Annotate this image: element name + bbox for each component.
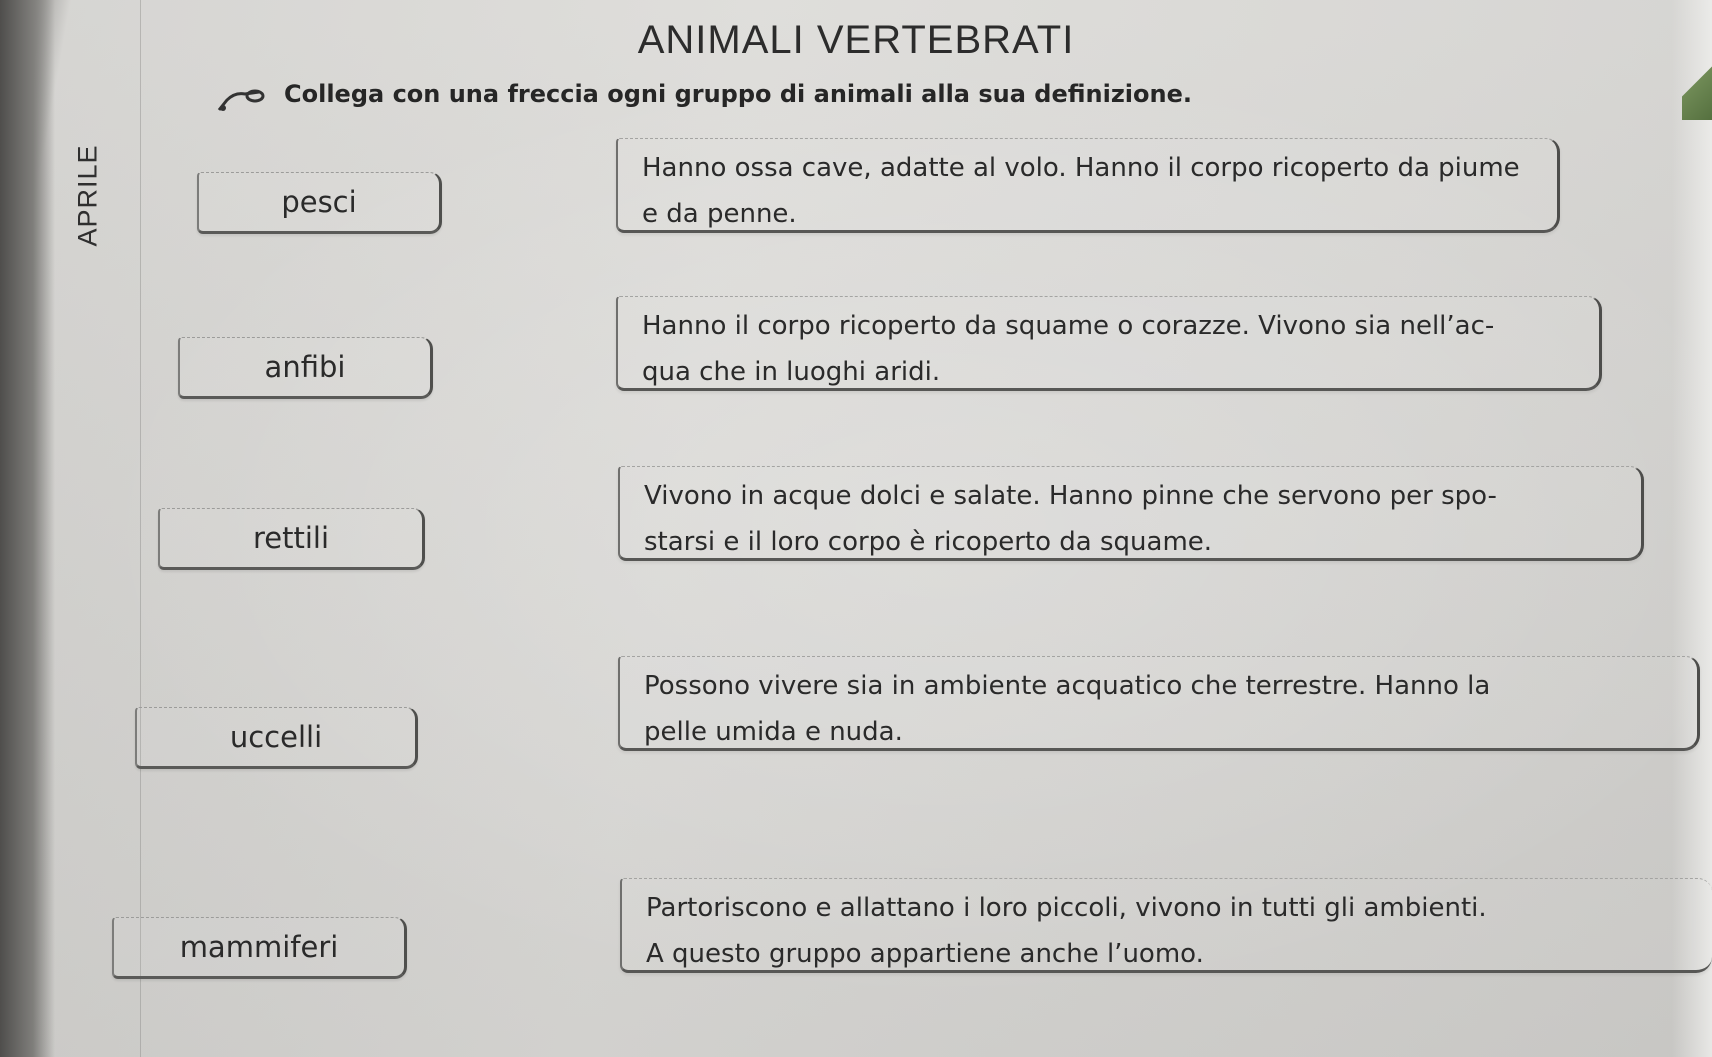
margin-line xyxy=(140,0,141,1057)
group-box-rettili[interactable] xyxy=(158,508,425,570)
definition-line: Vivono in acque dolci e salate. Hanno pinne che servono per spo- xyxy=(644,481,1497,511)
group-label: mammiferi xyxy=(179,930,339,964)
definition-box[interactable] xyxy=(618,656,1700,751)
group-box-mammiferi[interactable] xyxy=(112,917,407,979)
definition-box[interactable] xyxy=(620,878,1712,973)
group-label: rettili xyxy=(252,521,330,555)
group-label: uccelli xyxy=(229,720,323,754)
definition-line: A questo gruppo appartiene anche l’uomo. xyxy=(646,939,1204,969)
definition-line: Hanno il corpo ricoperto da squame o corazze. Vivono sia nell’ac- xyxy=(642,311,1495,341)
bookmark-corner xyxy=(1682,60,1712,120)
month-label-text: APRILE xyxy=(72,144,103,247)
definition-line: Hanno ossa cave, adatte al volo. Hanno il corpo ricoperto da piume xyxy=(642,153,1520,183)
month-side-label xyxy=(62,144,103,247)
book-binding xyxy=(0,0,55,1057)
instruction-text: Collega con una freccia ogni gruppo di animali alla sua definizione. xyxy=(284,80,1192,108)
definition-box[interactable] xyxy=(616,138,1560,233)
definition-box[interactable] xyxy=(618,466,1644,561)
pencil-icon xyxy=(215,88,265,114)
page-title: ANIMALI VERTEBRATI xyxy=(637,18,1075,62)
group-label: pesci xyxy=(281,185,357,219)
definition-line: starsi e il loro corpo è ricoperto da squame. xyxy=(644,527,1213,557)
group-box-anfibi[interactable] xyxy=(178,337,433,399)
definition-line: Partoriscono e allattano i loro piccoli, vivono in tutti gli ambienti. xyxy=(646,893,1487,923)
group-label: anfibi xyxy=(264,350,346,384)
definition-box[interactable] xyxy=(616,296,1602,391)
definition-line: Possono vivere sia in ambiente acquatico che terrestre. Hanno la xyxy=(644,671,1491,701)
group-box-pesci[interactable] xyxy=(197,172,442,234)
definition-line: e da penne. xyxy=(642,199,797,229)
definition-line: qua che in luoghi aridi. xyxy=(642,357,941,387)
definition-line: pelle umida e nuda. xyxy=(644,717,903,747)
group-box-uccelli[interactable] xyxy=(135,707,418,769)
